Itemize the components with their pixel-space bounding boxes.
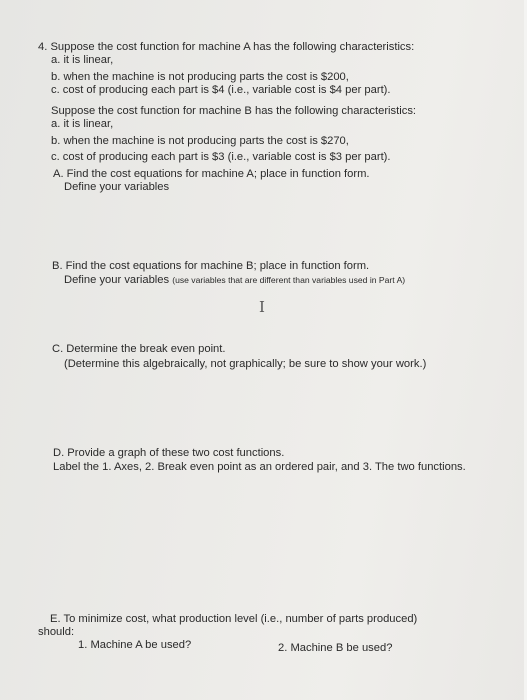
machine-b-item-b: b. when the machine is not producing parts the cost is $270, bbox=[51, 135, 349, 147]
problem-intro: 4. Suppose the cost function for machine A has the following characteristics: bbox=[38, 41, 415, 53]
part-b-line2 bbox=[64, 274, 405, 287]
machine-b-item-c: c. cost of producing each part is $3 (i.e., variable cost is $3 per part). bbox=[51, 151, 391, 163]
part-e-line1: E. To minimize cost, what production level (i.e., number of parts produced) bbox=[50, 613, 418, 625]
part-e-question-1: 1. Machine A be used? bbox=[78, 639, 192, 651]
part-a-line1: A. Find the cost equations for machine A; place in function form. bbox=[53, 168, 370, 180]
part-b-define-label: Define your variables bbox=[64, 274, 170, 286]
part-d-line1: D. Provide a graph of these two cost functions. bbox=[53, 447, 285, 459]
part-c-line1: C. Determine the break even point. bbox=[52, 343, 226, 355]
text-cursor-icon: I bbox=[259, 298, 265, 316]
machine-b-intro: Suppose the cost function for machine B has the following characteristics: bbox=[51, 105, 417, 117]
part-e-question-2: 2. Machine B be used? bbox=[278, 642, 393, 654]
part-a-line2: Define your variables bbox=[64, 181, 170, 193]
machine-b-item-a: a. it is linear, bbox=[51, 118, 114, 130]
part-c-line2: (Determine this algebraically, not graphically; be sure to show your work.) bbox=[64, 358, 427, 370]
part-d-line2: Label the 1. Axes, 2. Break even point as an ordered pair, and 3. The two functions. bbox=[53, 461, 466, 473]
machine-a-item-a: a. it is linear, bbox=[51, 54, 114, 66]
machine-a-item-c: c. cost of producing each part is $4 (i.e., variable cost is $4 per part). bbox=[51, 84, 391, 96]
machine-a-item-b: b. when the machine is not producing parts the cost is $200, bbox=[51, 71, 349, 83]
part-e-line2: should: bbox=[38, 626, 75, 638]
part-b-line1: B. Find the cost equations for machine B; place in function form. bbox=[52, 260, 370, 272]
part-b-variables-note: (use variables that are different than variables used in Part A) bbox=[172, 275, 406, 285]
